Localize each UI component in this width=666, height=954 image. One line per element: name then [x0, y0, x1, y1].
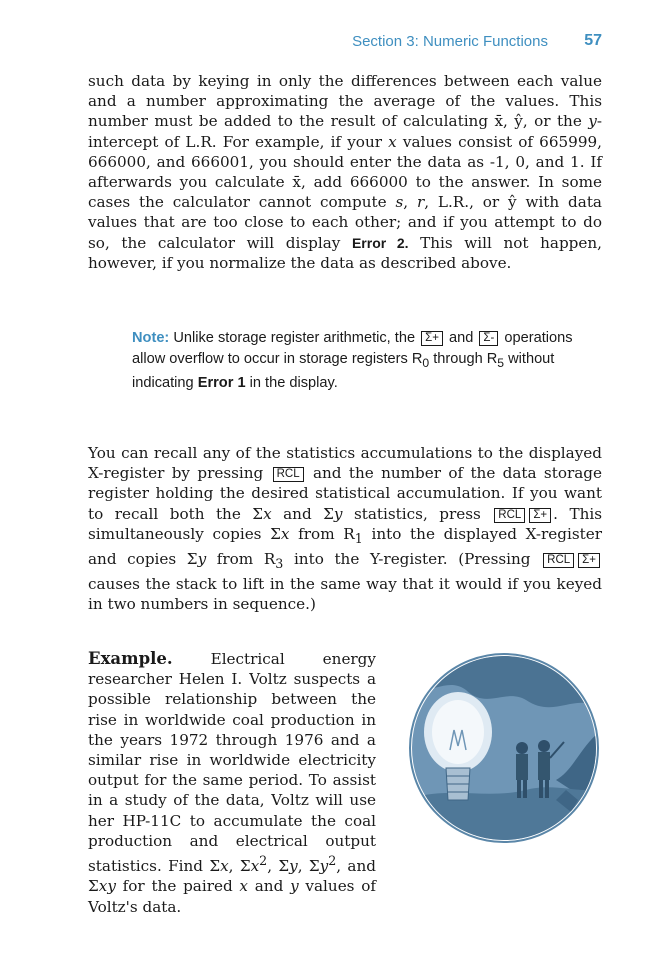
key-rcl: RCL [543, 553, 574, 568]
paragraph-normalize-data: such data by keying in only the differences between each value and a number approximating the average of the values. This number must be added to the result of calculating x̄, ŷ, or the y-intercept of L.R. For example, if your x values consist of 665999, 666000, and 666001, you should enter the data as -1, 0, and 1. If afterwards you calculate x̄, add 666000 to the answer. In some cases the calculator cannot compute s, r, L.R., or ŷ with data values that are too close to each other; and if you attempt to do so, the calculator will display Error 2. This will not happen, however, if you normalize the data as described above. [88, 72, 602, 272]
paragraph-recall-statistics: You can recall any of the statistics accumulations to the displayed X-register by pressing RCL and the number of the data storage register holding the desired statistical accumulation. If you want to recall both the Σx and Σy statistics, press RCL Σ+ . This simultaneously copies Σx from $R_1$ into the displayed X-register and copies Σy from $R_3$ into the Y-register. (Pressing RCL Σ+ causes the stack to lift in the same way that it would if you keyed in two numbers in sequence.) [88, 444, 603, 614]
key-sigma-plus: Σ+ [421, 331, 443, 346]
section-title: Section 3: Numeric Functions [352, 33, 548, 50]
note-label: Note: [132, 330, 170, 346]
note-box: Note: Unlike storage register arithmetic, the Σ+ and Σ- operations allow overflow to occur in storage registers $R_0$ through $R_5$ without indicating Error 1 in the display. [132, 330, 573, 391]
page-header [0, 33, 666, 53]
page-number: 57 [584, 32, 602, 49]
error-1-label: Error 1 [197, 374, 246, 391]
error-2-label: Error 2. [351, 234, 409, 251]
key-sigma-plus: Σ+ [529, 508, 551, 523]
key-sigma-minus: Σ- [479, 331, 498, 346]
example-heading: Example. [88, 649, 173, 668]
key-rcl: RCL [494, 508, 525, 523]
lightbulb-miners-illustration [406, 650, 602, 846]
key-rcl: RCL [273, 467, 304, 482]
key-sigma-plus: Σ+ [578, 553, 600, 568]
example-paragraph: Example. Electrical energy researcher Helen I. Voltz suspects a possible relationship between the rise in worldwide coal production in the years 1972 through 1976 and a similar rise in worldwide electricity output for the same period. To assist in a study of the data, Voltz will use her HP-11C to accumulate the coal production and electrical output statistics. Find Σx, $\Sigma x^2$, Σy, $\Sigma y^2$, and Σxy for the paired x and y values of Voltz's data. [88, 649, 376, 916]
